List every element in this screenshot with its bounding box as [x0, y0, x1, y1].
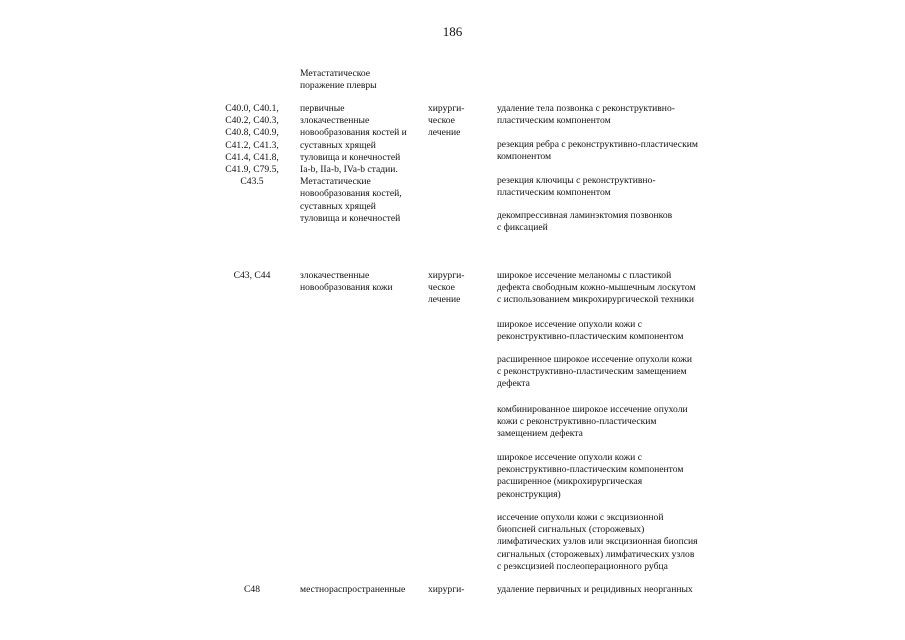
- diagnosis-cell: местнораспространенные: [300, 584, 406, 595]
- diagnosis-cell: Метастатическое поражение плевры: [300, 68, 377, 92]
- method-item: резекция ключицы с реконструктивно- пластическим компонентом: [497, 175, 656, 199]
- method-item: широкое иссечение меланомы с пластикой дефекта свободным кожно-мышечным лоскутом с использованием микрохирургической техники: [497, 270, 696, 306]
- icd-codes-cell: C40.0, C40.1, C40.2, C40.3, C40.8, C40.9, C41.2, C41.3, C41.4, C41.8, C41.9, C79.5, C43.5: [225, 103, 279, 188]
- method-item: широкое иссечение опухоли кожи с реконструктивно-пластическим компонентом: [497, 319, 684, 343]
- icd-codes-cell: C48: [244, 584, 260, 595]
- method-item: удаление тела позвонка с реконструктивно- пластическим компонентом: [497, 103, 675, 127]
- method-item: комбинированное широкое иссечение опухоли кожи с реконструктивно-пластическим замещением дефекта: [497, 404, 688, 440]
- treatment-type-cell: хирурги-: [428, 584, 465, 595]
- method-item: расширенное широкое иссечение опухоли кожи с реконструктивно-пластическим замещением дефекта: [497, 354, 693, 390]
- page-number: 186: [442, 24, 463, 39]
- treatment-type-cell: хирурги- ческое лечение: [428, 270, 465, 306]
- diagnosis-cell: злокачественные новообразования кожи: [300, 270, 393, 294]
- method-item: удаление первичных и рецидивных неорганных: [497, 584, 693, 595]
- method-item: иссечение опухоли кожи с эксцизионной биопсией сигнальных (сторожевых) лимфатических узлов или эксцизионная биопсия сигнальных (сторожевых) лимфатических узлов с реэксцизией послеоперационного рубца: [497, 512, 698, 572]
- icd-codes-cell: C43, C44: [233, 270, 271, 281]
- method-item: резекция ребра с реконструктивно-пластическим компонентом: [497, 139, 698, 163]
- treatment-type-cell: хирурги- ческое лечение: [428, 103, 465, 139]
- method-item: широкое иссечение опухоли кожи с реконструктивно-пластическим компонентом расширенное (микрохирургическая реконструкция): [497, 452, 684, 500]
- diagnosis-cell: первичные злокачественные новообразования костей и суставных хрящей туловища и конечностей Ia-b, IIa-b, IVa-b стадии. Метастатические новообразования костей, суставных хрящей туловища и конечностей: [300, 103, 407, 224]
- method-item: декомпрессивная ламинэктомия позвонков с фиксацией: [497, 210, 673, 234]
